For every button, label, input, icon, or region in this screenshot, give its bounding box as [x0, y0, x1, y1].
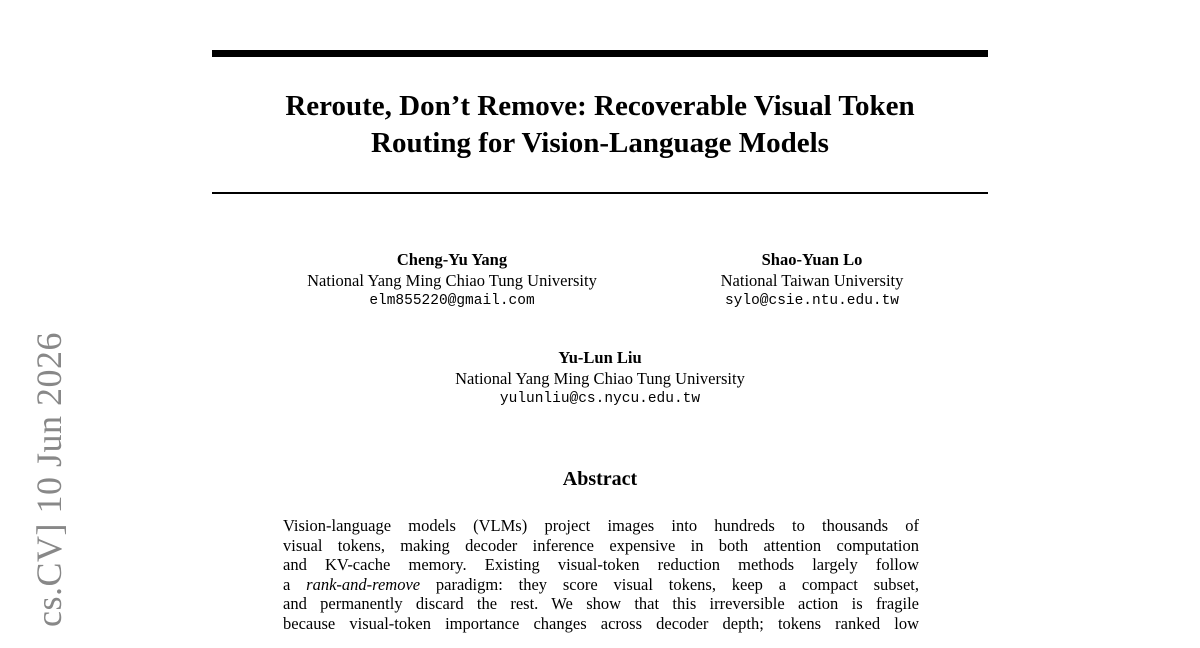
abstract-body [283, 516, 919, 634]
title-line: Reroute, Don’t Remove: Recoverable Visual Token [285, 90, 915, 122]
abstract-heading: Abstract [562, 468, 638, 490]
title-bottom-rule [212, 192, 988, 194]
abstract-text-fragment: paradigm: they score visual tokens, keep a compact subset, [420, 574, 919, 594]
abstract-line: visual tokens, making decoder inference expensive in both attention computation [283, 535, 919, 555]
author-block [700, 249, 924, 312]
author-block [410, 347, 790, 410]
author-affiliation: National Taiwan University [720, 271, 904, 290]
author-name: Cheng-Yu Yang [396, 250, 508, 269]
abstract-text-fragment: a [283, 574, 307, 594]
author-email: yulunliu@cs.nycu.edu.tw [499, 391, 701, 407]
author-email: elm855220@gmail.com [369, 293, 535, 309]
abstract-line: and permanently discard the rest. We show that this irreversible action is fragile [283, 594, 919, 614]
abstract-line: because visual-token importance changes across decoder depth; tokens ranked low [283, 613, 919, 633]
abstract-line [283, 575, 919, 595]
arxiv-side-stamp: cs.CV] 10 Jun 2026 [29, 332, 69, 627]
author-affiliation: National Yang Ming Chiao Tung University [307, 271, 597, 290]
author-name: Yu-Lun Liu [558, 348, 642, 367]
abstract-line: and KV-cache memory. Existing visual-token reduction methods largely follow [283, 555, 919, 575]
abstract-line: Vision-language models (VLMs) project images into hundreds to thousands of [283, 516, 919, 535]
author-name: Shao-Yuan Lo [761, 250, 863, 269]
author-email: sylo@csie.ntu.edu.tw [724, 293, 900, 309]
abstract-emphasis: rank-and-remove [306, 574, 421, 594]
author-block [282, 249, 622, 312]
paper-title [212, 88, 988, 162]
title-top-rule [212, 50, 988, 57]
title-line: Routing for Vision-Language Models [371, 127, 829, 159]
author-affiliation: National Yang Ming Chiao Tung University [455, 369, 745, 388]
